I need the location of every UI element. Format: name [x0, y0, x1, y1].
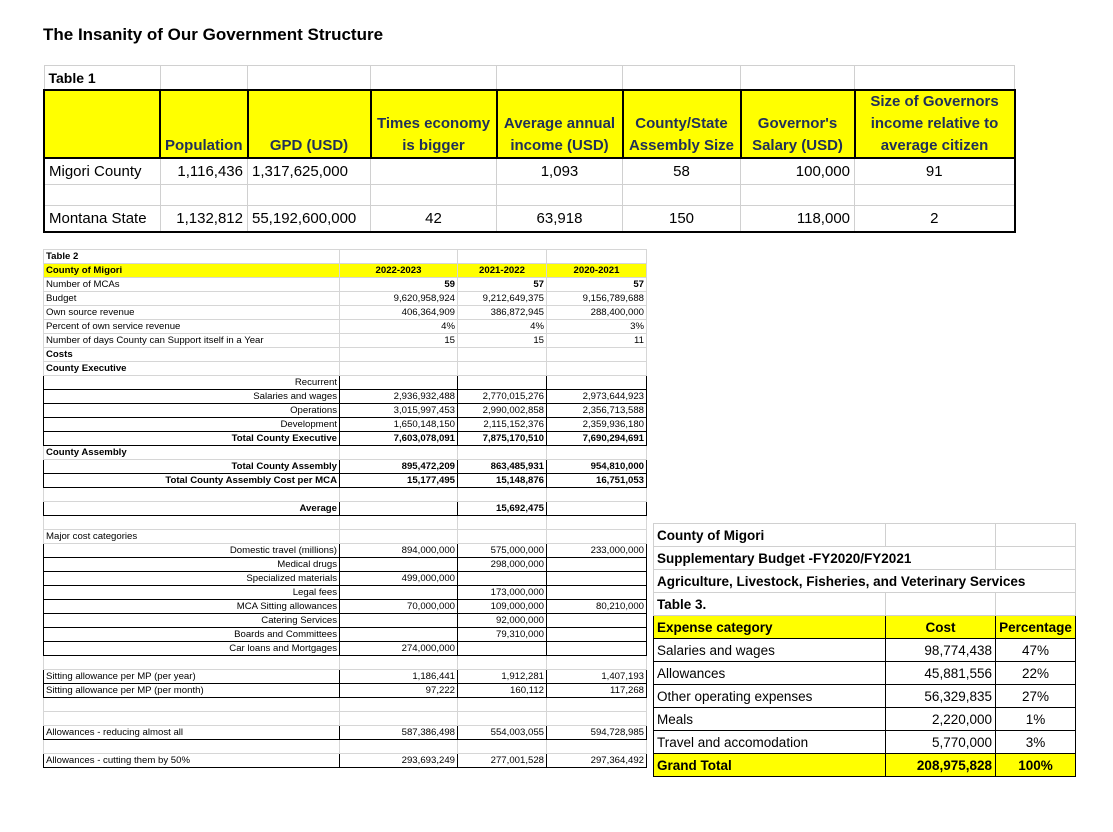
cost: 56,329,835: [886, 685, 996, 708]
table-2: [43, 249, 647, 768]
cell: 2022-2023: [340, 264, 458, 278]
cell: 895,472,209: [340, 460, 458, 474]
expense-category: Travel and accomodation: [654, 731, 886, 754]
cell: [547, 642, 647, 656]
cell: 80,210,000: [547, 600, 647, 614]
cell: 57: [547, 278, 647, 292]
cell: [340, 698, 458, 712]
cell: [547, 628, 647, 642]
cell: [458, 656, 547, 670]
cell: [340, 614, 458, 628]
cell: [458, 362, 547, 376]
row-label: Number of MCAs: [44, 278, 340, 292]
row-label: Development: [44, 418, 340, 432]
cell: [547, 530, 647, 544]
table-1: [43, 65, 1016, 233]
table-row: [44, 390, 647, 404]
cost: 2,220,000: [886, 708, 996, 731]
header-cell: County/State Assembly Size: [623, 90, 741, 158]
cell: [547, 740, 647, 754]
table-row: [44, 250, 647, 264]
table-row: [44, 334, 647, 348]
row-label: [44, 516, 340, 530]
table-row: [654, 662, 1076, 685]
row-label: Domestic travel (millions): [44, 544, 340, 558]
table-3-heading-2: Supplementary Budget -FY2020/FY2021: [654, 547, 996, 570]
table-row: [44, 158, 1015, 185]
table-row: [44, 278, 647, 292]
cell: [547, 572, 647, 586]
table-row: [44, 642, 647, 656]
cell: 57: [458, 278, 547, 292]
cell: 9,212,649,375: [458, 292, 547, 306]
row-label: Major cost categories: [44, 530, 340, 544]
cell: [458, 376, 547, 390]
row-label: Allowances - reducing almost all: [44, 726, 340, 740]
table-3-heading-3: Agriculture, Livestock, Fisheries, and Veterinary Services: [654, 570, 1076, 593]
cell: 173,000,000: [458, 586, 547, 600]
cell: 297,364,492: [547, 754, 647, 768]
cell: 594,728,985: [547, 726, 647, 740]
row-label: Sitting allowance per MP (per month): [44, 684, 340, 698]
total-label: Grand Total: [654, 754, 886, 777]
table-row: [44, 656, 647, 670]
cell: [340, 516, 458, 530]
table-row: [44, 586, 647, 600]
cell: [458, 642, 547, 656]
header-cell: GPD (USD): [248, 90, 371, 158]
cell: 2,973,644,923: [547, 390, 647, 404]
cell: 1,407,193: [547, 670, 647, 684]
row-label: Number of days County can Support itself in a Year: [44, 334, 340, 348]
page-title: The Insanity of Our Government Structure: [43, 25, 384, 44]
cell: [340, 740, 458, 754]
cell: [547, 656, 647, 670]
cell: 2,356,713,588: [547, 404, 647, 418]
expense-category: Other operating expenses: [654, 685, 886, 708]
cell: [340, 250, 458, 264]
cell: [458, 572, 547, 586]
table-row: [44, 320, 647, 334]
row-label: Operations: [44, 404, 340, 418]
row-label: Catering Services: [44, 614, 340, 628]
cell: 109,000,000: [458, 600, 547, 614]
cell: 91: [855, 158, 1015, 185]
row-label: Recurrent: [44, 376, 340, 390]
row-label: Own source revenue: [44, 306, 340, 320]
cell: 79,310,000: [458, 628, 547, 642]
header-cell: Expense category: [654, 616, 886, 639]
row-label: Car loans and Mortgages: [44, 642, 340, 656]
cell: 9,620,958,924: [340, 292, 458, 306]
cell: 58: [623, 158, 741, 185]
expense-category: Salaries and wages: [654, 639, 886, 662]
table-row: [44, 754, 647, 768]
table-1-label: Table 1: [44, 66, 160, 91]
table-row: [44, 628, 647, 642]
row-label: [44, 698, 340, 712]
cell: 2,990,002,858: [458, 404, 547, 418]
cell: [547, 712, 647, 726]
row-label: Costs: [44, 348, 340, 362]
cell: 1,116,436: [160, 158, 248, 185]
cell: 1,186,441: [340, 670, 458, 684]
cell: 100,000: [741, 158, 855, 185]
table-row: [44, 614, 647, 628]
cell: [340, 712, 458, 726]
cell: [547, 250, 647, 264]
cost: 98,774,438: [886, 639, 996, 662]
table-row: [44, 544, 647, 558]
cell: [458, 698, 547, 712]
header-cell: Cost: [886, 616, 996, 639]
cell: 92,000,000: [458, 614, 547, 628]
percentage: 22%: [996, 662, 1076, 685]
row-label: Medical drugs: [44, 558, 340, 572]
row-label: Allowances - cutting them by 50%: [44, 754, 340, 768]
cell: [371, 158, 497, 185]
cell: [547, 586, 647, 600]
cell: 3%: [547, 320, 647, 334]
table-3-label: Table 3.: [654, 593, 886, 616]
cell: 117,268: [547, 684, 647, 698]
cell: 277,001,528: [458, 754, 547, 768]
cell: [458, 250, 547, 264]
row-label: Total County Assembly Cost per MCA: [44, 474, 340, 488]
table-1-header-row: [44, 90, 1015, 158]
percentage: 1%: [996, 708, 1076, 731]
cell: [547, 362, 647, 376]
row-label: Table 2: [44, 250, 340, 264]
cell: 63,918: [497, 206, 623, 233]
cell: [547, 516, 647, 530]
table-row: [44, 292, 647, 306]
cell: 7,603,078,091: [340, 432, 458, 446]
cell: 15,177,495: [340, 474, 458, 488]
table-row: [654, 685, 1076, 708]
row-label: County of Migori: [44, 264, 340, 278]
table-row: [44, 206, 1015, 233]
cell: [547, 446, 647, 460]
cell: 2020-2021: [547, 264, 647, 278]
cell: [340, 586, 458, 600]
row-label: [44, 712, 340, 726]
cell: 233,000,000: [547, 544, 647, 558]
table-row: [44, 740, 647, 754]
cell: 1,132,812: [160, 206, 248, 233]
cell: 1,650,148,150: [340, 418, 458, 432]
table-row: [654, 708, 1076, 731]
cell: 575,000,000: [458, 544, 547, 558]
cell: 15,692,475: [458, 502, 547, 516]
cell: 42: [371, 206, 497, 233]
table-row: [44, 502, 647, 516]
row-label: [44, 488, 340, 502]
cell: 9,156,789,688: [547, 292, 647, 306]
cell: 2: [855, 206, 1015, 233]
cell: [458, 712, 547, 726]
cell: 406,364,909: [340, 306, 458, 320]
table-row: [44, 670, 647, 684]
header-cell: Times economy is bigger: [371, 90, 497, 158]
cell: [340, 376, 458, 390]
cell: 118,000: [741, 206, 855, 233]
cell: [340, 558, 458, 572]
table-row: [44, 516, 647, 530]
header-cell: Governor's Salary (USD): [741, 90, 855, 158]
table-row: [44, 488, 647, 502]
table-3-header-row: [654, 616, 1076, 639]
table-row: [44, 432, 647, 446]
table-row: [44, 446, 647, 460]
cell: 554,003,055: [458, 726, 547, 740]
table-row: [44, 474, 647, 488]
table-row: [654, 731, 1076, 754]
cell: 863,485,931: [458, 460, 547, 474]
cell: [340, 488, 458, 502]
table-row: [44, 460, 647, 474]
row-label: Percent of own service revenue: [44, 320, 340, 334]
cell: 15,148,876: [458, 474, 547, 488]
cell: 954,810,000: [547, 460, 647, 474]
row-label: Boards and Committees: [44, 628, 340, 642]
cell: 293,693,249: [340, 754, 458, 768]
cell: [340, 628, 458, 642]
cell: 70,000,000: [340, 600, 458, 614]
cell: [547, 614, 647, 628]
cell: 298,000,000: [458, 558, 547, 572]
table-3: [653, 523, 1076, 777]
row-label: [44, 740, 340, 754]
cell: 1,317,625,000: [248, 158, 371, 185]
row-label: Legal fees: [44, 586, 340, 600]
cell: 97,222: [340, 684, 458, 698]
total-percentage: 100%: [996, 754, 1076, 777]
cell: [547, 558, 647, 572]
cell: 499,000,000: [340, 572, 458, 586]
row-label: Total County Executive: [44, 432, 340, 446]
table-row: [654, 639, 1076, 662]
cell: 160,112: [458, 684, 547, 698]
expense-category: Meals: [654, 708, 886, 731]
table-row: [44, 712, 647, 726]
row-label: Budget: [44, 292, 340, 306]
cell: [458, 516, 547, 530]
cell: 274,000,000: [340, 642, 458, 656]
cell: 288,400,000: [547, 306, 647, 320]
table-2-header-row: [44, 264, 647, 278]
table-row: [44, 306, 647, 320]
row-label: County Executive: [44, 362, 340, 376]
table-row: [44, 362, 647, 376]
table-3-heading-1: County of Migori: [654, 524, 886, 547]
cell: 11: [547, 334, 647, 348]
cell: [547, 502, 647, 516]
total-cost: 208,975,828: [886, 754, 996, 777]
cell: [458, 446, 547, 460]
percentage: 47%: [996, 639, 1076, 662]
cell: [340, 530, 458, 544]
cell: 1,912,281: [458, 670, 547, 684]
cell: [458, 740, 547, 754]
table-row: [44, 348, 647, 362]
cell: 55,192,600,000: [248, 206, 371, 233]
cell: 4%: [458, 320, 547, 334]
cell: [547, 348, 647, 362]
row-label: Specialized materials: [44, 572, 340, 586]
cell: [340, 502, 458, 516]
row-label: Average: [44, 502, 340, 516]
cell: [340, 362, 458, 376]
cell: 4%: [340, 320, 458, 334]
cell: 2,359,936,180: [547, 418, 647, 432]
cell: 386,872,945: [458, 306, 547, 320]
cell: 2,770,015,276: [458, 390, 547, 404]
row-label: [44, 656, 340, 670]
cell: 16,751,053: [547, 474, 647, 488]
cell: [547, 376, 647, 390]
cell: 15: [458, 334, 547, 348]
expense-category: Allowances: [654, 662, 886, 685]
row-label: County Assembly: [44, 446, 340, 460]
cell: 59: [340, 278, 458, 292]
row-label: Montana State: [44, 206, 160, 233]
cell: [340, 446, 458, 460]
cell: 587,386,498: [340, 726, 458, 740]
cell: 15: [340, 334, 458, 348]
row-label: Total County Assembly: [44, 460, 340, 474]
table-row: [44, 404, 647, 418]
table-row: [44, 558, 647, 572]
row-label: Migori County: [44, 158, 160, 185]
header-cell: Average annual income (USD): [497, 90, 623, 158]
cell: [458, 530, 547, 544]
cell: [340, 348, 458, 362]
cell: [547, 698, 647, 712]
table-row: [44, 572, 647, 586]
cell: 7,690,294,691: [547, 432, 647, 446]
cell: 3,015,997,453: [340, 404, 458, 418]
table-row: [44, 726, 647, 740]
header-cell: Size of Governors income relative to average citizen: [855, 90, 1015, 158]
cell: [458, 488, 547, 502]
cell: 1,093: [497, 158, 623, 185]
header-cell: Percentage: [996, 616, 1076, 639]
table-row: [44, 530, 647, 544]
cell: 7,875,170,510: [458, 432, 547, 446]
row-label: Salaries and wages: [44, 390, 340, 404]
table-row: [44, 376, 647, 390]
percentage: 27%: [996, 685, 1076, 708]
table-row: [44, 698, 647, 712]
table-3-total-row: [654, 754, 1076, 777]
row-label: MCA Sitting allowances: [44, 600, 340, 614]
cost: 45,881,556: [886, 662, 996, 685]
cost: 5,770,000: [886, 731, 996, 754]
table-row: [44, 418, 647, 432]
cell: 894,000,000: [340, 544, 458, 558]
table-row: [44, 684, 647, 698]
cell: 150: [623, 206, 741, 233]
cell: 2021-2022: [458, 264, 547, 278]
cell: 2,115,152,376: [458, 418, 547, 432]
cell: [547, 488, 647, 502]
cell: [340, 656, 458, 670]
percentage: 3%: [996, 731, 1076, 754]
row-label: Sitting allowance per MP (per year): [44, 670, 340, 684]
cell: [458, 348, 547, 362]
header-cell: [44, 90, 160, 158]
cell: 2,936,932,488: [340, 390, 458, 404]
table-row: [44, 600, 647, 614]
header-cell: Population: [160, 90, 248, 158]
